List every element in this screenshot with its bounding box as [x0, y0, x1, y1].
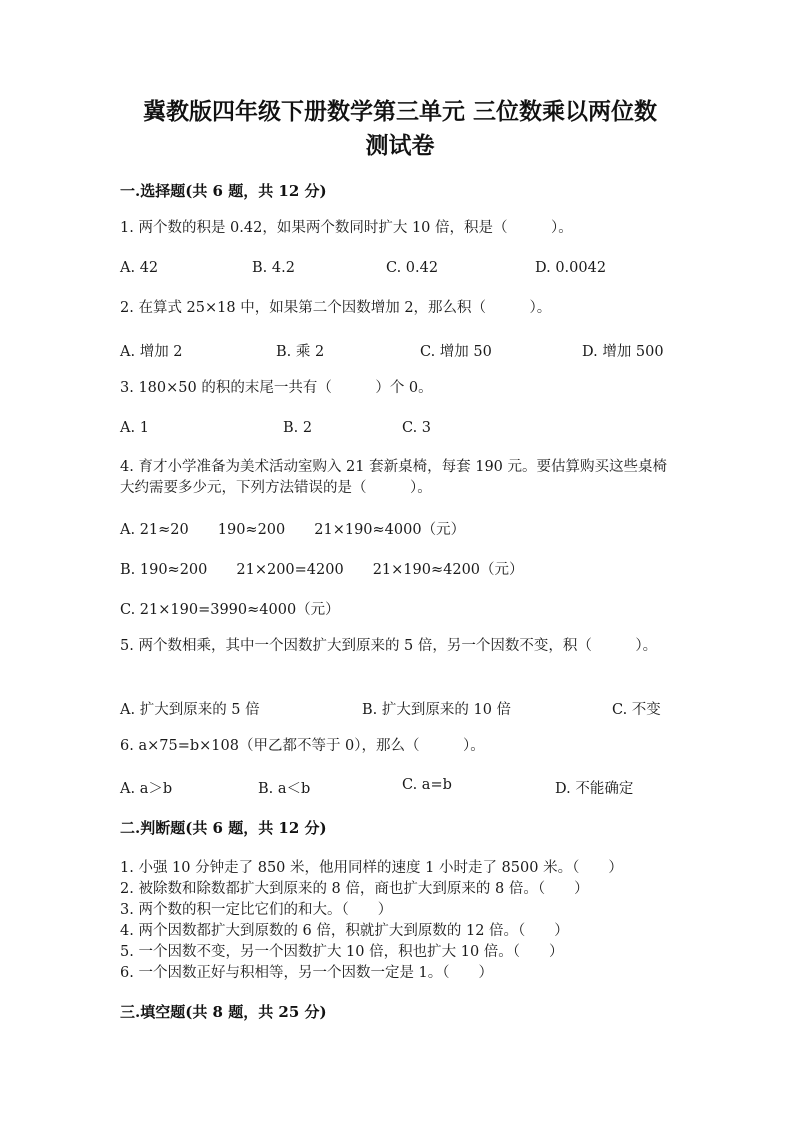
q1-option-d: D. 0.0042 [535, 260, 607, 276]
q6-option-c: C. a=b [402, 777, 452, 793]
q6-option-d: D. 不能确定 [555, 781, 634, 797]
tf-item-5: 5. 一个因数不变，另一个因数扩大 10 倍，积也扩大 10 倍。（ ） [120, 944, 564, 960]
question-1: 1. 两个数的积是 0.42，如果两个数同时扩大 10 倍，积是（ ）。 [120, 220, 573, 236]
question-4: 4. 育才小学准备为美术活动室购入 21 套新桌椅，每套 190 元。要估算购买这些桌椅大约需要多少元，下列方法错误的是（ ）。 [120, 459, 668, 496]
question-5: 5. 两个数相乘，其中一个因数扩大到原来的 5 倍，另一个因数不变，积（ ）。 [120, 638, 658, 654]
section-judgement-heading: 二.判断题(共 6 题，共 12 分) [120, 819, 327, 837]
q2-option-d: D. 增加 500 [582, 344, 664, 360]
exam-title-line2: 测试卷 [365, 132, 435, 159]
q5-option-c: C. 不变 [612, 702, 661, 718]
q1-option-a: A. 42 [120, 260, 159, 276]
q4-option-c: C. 21×190=3990≈4000（元） [120, 602, 340, 618]
q5-option-b: B. 扩大到原来的 10 倍 [362, 702, 512, 718]
question-2: 2. 在算式 25×18 中，如果第二个因数增加 2，那么积（ ）。 [120, 300, 552, 316]
q4-option-b: B. 190≈200 21×200=4200 21×190≈4200（元） [120, 562, 524, 578]
tf-item-2: 2. 被除数和除数都扩大到原来的 8 倍，商也扩大到原来的 8 倍。（ ） [120, 881, 589, 897]
q4-option-a: A. 21≈20 190≈200 21×190≈4000（元） [120, 522, 466, 538]
q2-option-c: C. 增加 50 [420, 344, 492, 360]
q6-option-a: A. a＞b [120, 781, 173, 797]
q3-option-c: C. 3 [402, 420, 432, 436]
section-choice-heading: 一.选择题(共 6 题，共 12 分) [120, 182, 327, 200]
section-fill-heading: 三.填空题(共 8 题，共 25 分) [120, 1003, 327, 1021]
q5-option-a: A. 扩大到原来的 5 倍 [120, 702, 260, 718]
q2-option-a: A. 增加 2 [120, 344, 183, 360]
question-3: 3. 180×50 的积的末尾一共有（ ）个 0。 [120, 380, 433, 396]
tf-item-6: 6. 一个因数正好与积相等，另一个因数一定是 1。（ ） [120, 965, 494, 981]
q6-option-b: B. a＜b [258, 781, 311, 797]
q3-option-b: B. 2 [283, 420, 313, 436]
tf-item-4: 4. 两个因数都扩大到原数的 6 倍，积就扩大到原数的 12 倍。（ ） [120, 923, 569, 939]
question-6: 6. a×75=b×108（甲乙都不等于 0），那么（ ）。 [120, 738, 485, 754]
q3-option-a: A. 1 [120, 420, 149, 436]
tf-item-1: 1. 小强 10 分钟走了 850 米，他用同样的速度 1 小时走了 8500 米。（ ） [120, 860, 623, 876]
tf-item-3: 3. 两个数的积一定比它们的和大。（ ） [120, 902, 393, 918]
q1-option-b: B. 4.2 [252, 260, 295, 276]
q1-option-c: C. 0.42 [386, 260, 439, 276]
exam-title-line1: 冀教版四年级下册数学第三单元 三位数乘以两位数 [142, 98, 657, 125]
q2-option-b: B. 乘 2 [276, 344, 325, 360]
